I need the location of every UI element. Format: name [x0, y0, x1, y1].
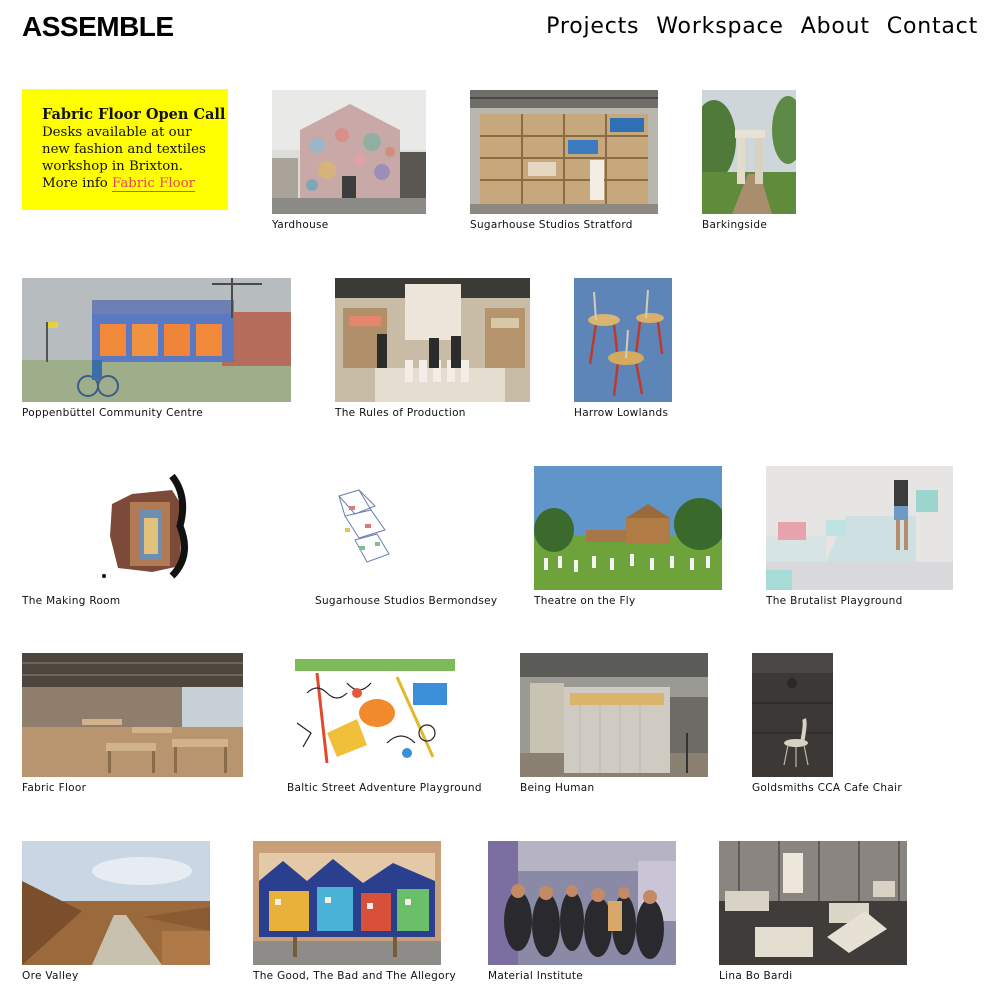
project-image [22, 466, 272, 590]
site-logo[interactable]: ASSEMBLE [22, 11, 174, 42]
project-being-human[interactable] [520, 653, 708, 803]
project-title: Goldsmiths CCA Cafe Chair [752, 782, 902, 794]
project-yardhouse[interactable] [272, 90, 426, 240]
project-barkingside[interactable] [702, 90, 796, 240]
project-fabric-floor[interactable] [22, 653, 243, 803]
project-title: Poppenbüttel Community Centre [22, 407, 204, 419]
project-baltic-street-adventure-playground[interactable] [287, 653, 482, 803]
project-image [22, 278, 291, 402]
project-image [22, 653, 243, 777]
callout-more-info: More info [42, 176, 113, 191]
project-image [22, 841, 210, 965]
project-title: Barkingside [702, 219, 768, 231]
project-image [752, 653, 833, 777]
project-title: The Brutalist Playground [766, 595, 903, 607]
project-image [335, 278, 530, 402]
callout-title: Fabric Floor Open Call [42, 106, 226, 123]
project-image [253, 841, 441, 965]
project-sugarhouse-studios-stratford[interactable] [470, 90, 658, 240]
project-title: Theatre on the Fly [534, 595, 636, 607]
project-image [534, 466, 722, 590]
nav-workspace[interactable]: Workspace [656, 14, 784, 39]
project-image [272, 90, 426, 214]
project-theatre-on-the-fly[interactable] [534, 466, 722, 616]
project-title: Sugarhouse Studios Stratford [470, 219, 633, 231]
project-title: Ore Valley [22, 970, 79, 982]
project-lina-bo-bardi[interactable] [719, 841, 907, 991]
project-title: Fabric Floor [22, 782, 87, 794]
project-title: The Rules of Production [335, 407, 466, 419]
project-goldsmiths-cca-cafe-chair[interactable] [752, 653, 902, 803]
project-the-brutalist-playground[interactable] [766, 466, 953, 616]
project-image [702, 90, 796, 214]
callout-line-3: workshop in Brixton. [42, 159, 183, 174]
project-the-rules-of-production[interactable] [335, 278, 530, 428]
project-image [287, 653, 463, 777]
project-title: Being Human [520, 782, 595, 794]
project-title: The Good, The Bad and The Allegory [253, 970, 456, 982]
project-image [719, 841, 907, 965]
nav-contact[interactable]: Contact [886, 14, 978, 39]
callout-line-1: Desks available at our [42, 125, 192, 140]
project-ore-valley[interactable] [22, 841, 210, 991]
project-image [315, 466, 415, 590]
callout-line-4 [42, 175, 214, 192]
project-harrow-lowlands[interactable] [574, 278, 672, 428]
callout-line-2: new fashion and textiles [42, 142, 206, 157]
project-title: Material Institute [488, 970, 583, 982]
project-title: Yardhouse [272, 219, 329, 231]
project-poppenbuttel-community-centre[interactable] [22, 278, 291, 428]
fabric-floor-link[interactable]: Fabric Floor [112, 176, 195, 191]
nav-projects[interactable]: Projects [546, 14, 640, 39]
project-title: Lina Bo Bardi [719, 970, 793, 982]
project-image [574, 278, 672, 402]
project-title: Harrow Lowlands [574, 407, 669, 419]
project-image [470, 90, 658, 214]
project-title: Baltic Street Adventure Playground [287, 782, 482, 794]
open-call-callout [22, 89, 228, 210]
project-sugarhouse-studios-bermondsey[interactable] [315, 466, 498, 616]
project-image [488, 841, 676, 965]
project-image [520, 653, 708, 777]
project-the-good-the-bad-and-the-allegory[interactable] [253, 841, 456, 991]
project-title: Sugarhouse Studios Bermondsey [315, 595, 498, 607]
main-nav [546, 14, 978, 39]
project-image [766, 466, 953, 590]
project-title: The Making Room [22, 595, 121, 607]
nav-about[interactable]: About [800, 14, 870, 39]
project-material-institute[interactable] [488, 841, 676, 991]
project-the-making-room[interactable] [22, 466, 272, 616]
